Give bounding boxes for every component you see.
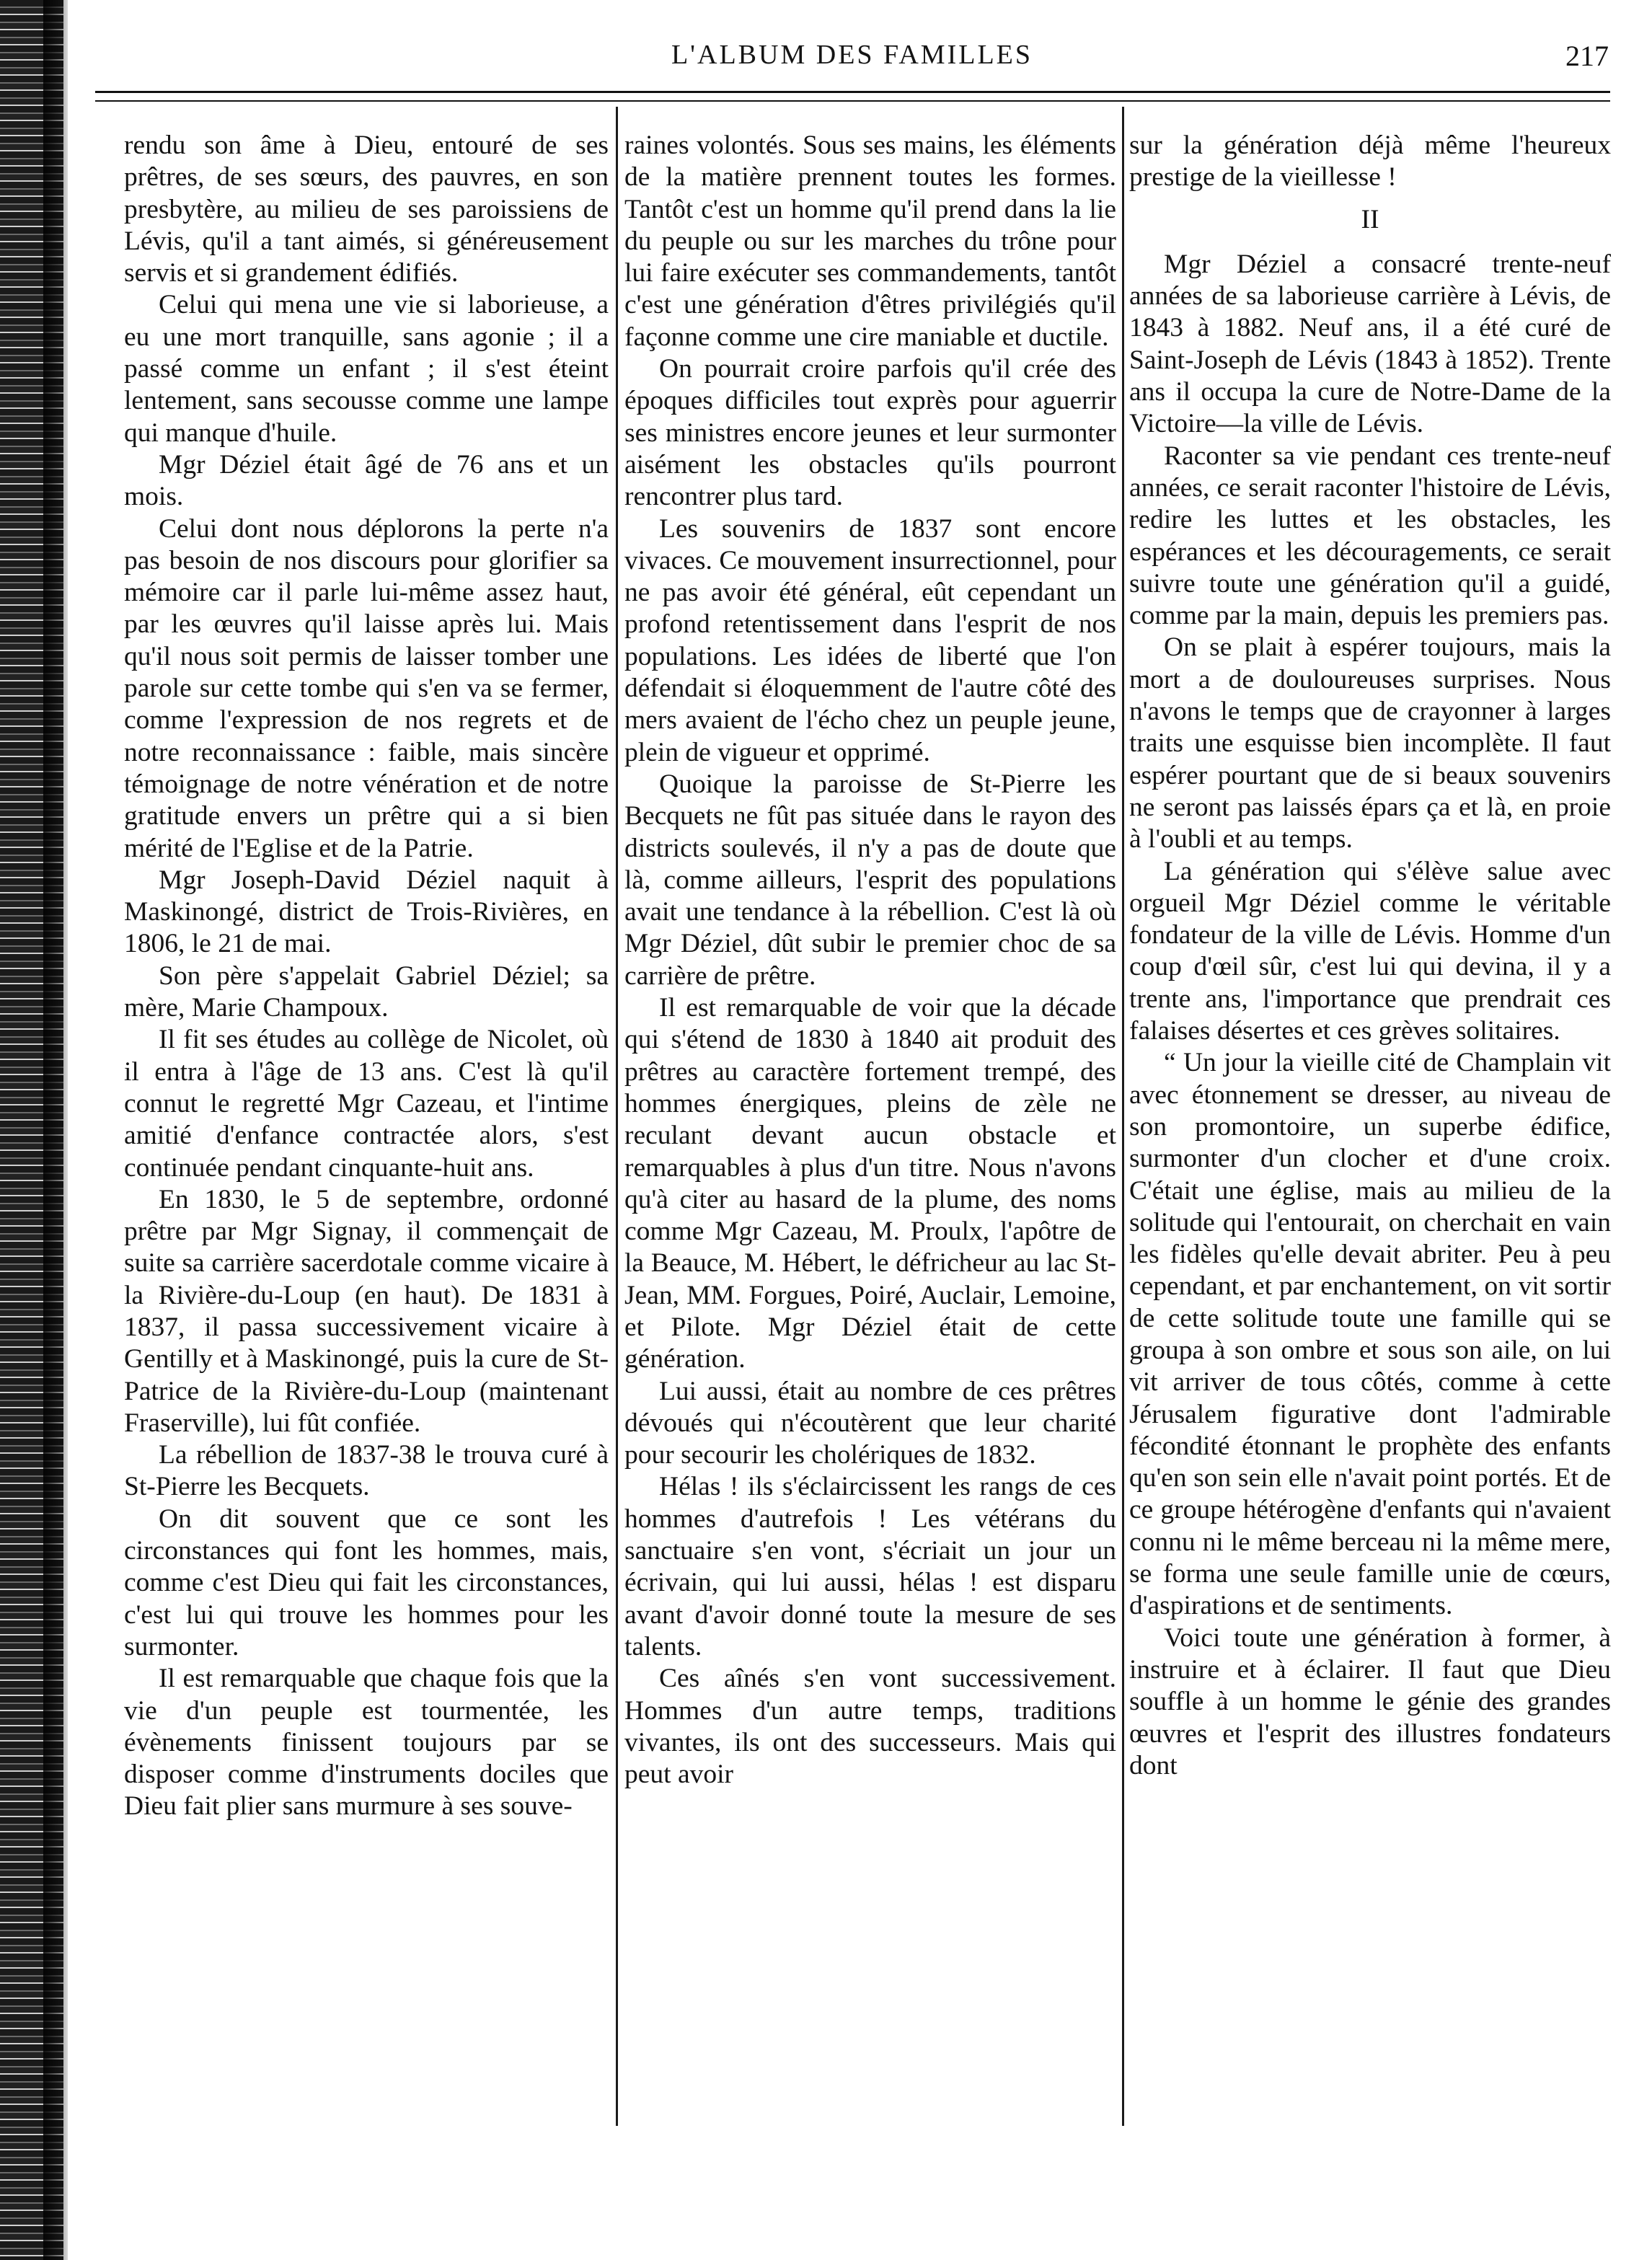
paragraph: Son père s'appelait Gabriel Déziel; sa mère, Marie Champoux. bbox=[124, 961, 609, 1023]
paragraph: Les souvenirs de 1837 sont encore vivaces. Ce mouvement insurrectionnel, pour ne pas avoir été général, eût cependant un profond retentissement dans l'esprit de nos populations. Les idées de liberté que l'on défendait si éloquemment de l'autre côté des mers avaient de l'écho chez un peuple jeune, plein de vigueur et opprimé. bbox=[624, 513, 1116, 767]
column-divider-2 bbox=[1122, 107, 1124, 2126]
binding-shadow bbox=[43, 0, 68, 2260]
paragraph: raines volontés. Sous ses mains, les éléments de la matière prennent toutes les formes. Tantôt c'est un homme qu'il prend dans la lie du peuple ou sur les marches du trône pour lui faire exécuter ses commandements, tantôt c'est une génération d'êtres privilégiés qu'il façonne comme une cire maniable et ductile. bbox=[624, 131, 1116, 352]
paragraph: En 1830, le 5 de septembre, ordonné prêtre par Mgr Signay, il commençait de suite sa carrière sacerdotale comme vicaire à la Rivière-du-Loup (en haut). De 1831 à 1837, il passa successivement vicaire à Gentilly et à Maskinongé, puis la cure de St-Patrice de la Rivière-du-Loup (maintenant Fraserville), lui fût confiée. bbox=[124, 1184, 609, 1438]
page-title: L'ALBUM DES FAMILLES bbox=[671, 40, 1033, 70]
text-column-3 bbox=[1129, 130, 1611, 2127]
text-column-2 bbox=[624, 130, 1116, 2127]
paragraph: Celui qui mena une vie si laborieuse, a eu une mort tranquille, sans agonie ; il a passé comme un enfant ; il s'est éteint lentement, sans secousse comme une lampe qui manque d'huile. bbox=[124, 290, 609, 448]
paragraph: Raconter sa vie pendant ces trente-neuf années, ce serait raconter l'histoire de Lévis, redire les luttes et les obstacles, les espérances et les découragements, ce serait suivre toute une génération qu'il a guidé, comme par la main, depuis les premiers pas. bbox=[1129, 441, 1611, 631]
paragraph: “ Un jour la vieille cité de Champlain vit avec étonnement se dresser, au niveau de son promontoire, un superbe édifice, surmonter d'un clocher et d'une croix. C'était une église, mais au milieu de la solitude qui l'entourait, on cherchait en vain les fidèles qu'elle devait abriter. Peu à peu cependant, et par enchantement, on vit sortir de cette solitude toute une famille qui se groupa à son ombre et sous son aile, on lui vit arriver de tous côtés, comme à cette Jérusalem figurative dont l'admirable fécondité étonnant le prophète des enfants qu'en son sein elle n'avait point portés. Et de ce groupe hétérogène d'enfants qui n'avaient connu ni le même berceau ni la même mere, se forma une seule famille unie de cœurs, d'aspirations et de sentiments. bbox=[1129, 1048, 1611, 1621]
page-number: 217 bbox=[1565, 40, 1609, 72]
paragraph: Il est remarquable de voir que la décade qui s'étend de 1830 à 1840 ait produit des prêtres au caractère fortement trempé, des hommes énergiques, pleins de zèle ne reculant devant aucun obstacle et remarquables à plus d'un titre. Nous n'avons qu'à citer au hasard de la plume, des noms comme Mgr Cazeau, M. Proulx, l'apôtre de la Beauce, M. Hébert, le défricheur au lac St-Jean, MM. Forgues, Poiré, Auclair, Lemoine, et Pilote. Mgr Déziel était de cette génération. bbox=[624, 993, 1116, 1374]
paragraph: Il est remarquable que chaque fois que la vie d'un peuple est tourmentée, les évènements finissent toujours par se disposer comme d'instruments dociles que Dieu fait plier sans murmure à ses souve- bbox=[124, 1664, 609, 1822]
paragraph: La rébellion de 1837-38 le trouva curé à St-Pierre les Becquets. bbox=[124, 1440, 609, 1502]
paragraph: Quoique la paroisse de St-Pierre les Becquets ne fût pas située dans le rayon des districts soulevés, il n'y a pas de doute que là, comme ailleurs, l'esprit des populations avait une tendance à la rébellion. C'est là où Mgr Déziel, dût subir le premier choc de sa carrière de prêtre. bbox=[624, 769, 1116, 991]
paragraph: Hélas ! ils s'éclaircissent les rangs de ces hommes d'autrefois ! Les vétérans du sanctuaire s'en vont, s'écriait un jour un écrivain, qui lui aussi, hélas ! est disparu avant d'avoir donné toute la mesure de ses talents. bbox=[624, 1472, 1116, 1661]
paragraph: rendu son âme à Dieu, entouré de ses prêtres, de ses sœurs, des pauvres, en son presbytère, au milieu de ses paroissiens de Lévis, qu'il a tant aimés, si généreusement servis et si grandement édifiés. bbox=[124, 131, 609, 288]
paragraph: sur la génération déjà même l'heureux prestige de la vieillesse ! bbox=[1129, 131, 1611, 193]
paragraph: On dit souvent que ce sont les circonstances qui font les hommes, mais, comme c'est Dieu qui fait les circonstances, c'est lui qui trouve les hommes pour les surmonter. bbox=[124, 1504, 609, 1661]
paragraph: Celui dont nous déplorons la perte n'a pas besoin de nos discours pour glorifier sa mémoire car il parle lui-même assez haut, par les œuvres qu'il laisse après lui. Mais qu'il nous soit permis de laisser tomber une parole sur cette tombe qui s'en va se fermer, comme l'expression de nos regrets et de notre reconnaissance : faible, mais sincère témoignage de notre vénération et de notre gratitude envers un prêtre qui a si bien mérité de l'Eglise et de la Patrie. bbox=[124, 513, 609, 863]
paragraph: Mgr Joseph-David Déziel naquit à Maskinongé, district de Trois-Rivières, en 1806, le 21 de mai. bbox=[124, 865, 609, 959]
paragraph: On se plait à espérer toujours, mais la mort a de douloureuses surprises. Nous n'avons le temps que de crayonner à larges traits une esquisse bien incomplète. Il faut espérer pourtant que de si beaux souvenirs ne seront pas laissés épars ça et là, en proie à l'oubli et au temps. bbox=[1129, 632, 1611, 855]
paragraph: Voici toute une génération à former, à instruire et à éclairer. Il faut que Dieu souffle à un homme le génie des grandes œuvres et l'esprit des illustres fondateurs dont bbox=[1129, 1623, 1611, 1780]
column-divider-1 bbox=[616, 107, 618, 2126]
paragraph: Lui aussi, était au nombre de ces prêtres dévoués qui n'écoutèrent que leur charité pour secourir les cholériques de 1832. bbox=[624, 1376, 1116, 1470]
paragraph: Ces aînés s'en vont successivement. Hommes d'un autre temps, traditions vivantes, ils ont des successeurs. Mais qui peut avoir bbox=[624, 1664, 1116, 1790]
paragraph: La génération qui s'élève salue avec orgueil Mgr Déziel comme le véritable fondateur de la ville de Lévis. Homme d'un coup d'œil sûr, c'est lui qui devina, il y a trente ans, l'importance que prendrait ces falaises désertes et ces grèves solitaires. bbox=[1129, 856, 1611, 1046]
paragraph: Mgr Déziel a consacré trente-neuf années de sa laborieuse carrière à Lévis, de 1843 à 1882. Neuf ans, il a été curé de Saint-Joseph de Lévis (1843 à 1852). Trente ans il occupa la cure de Notre-Dame de la Victoire—la ville de Lévis. bbox=[1129, 249, 1611, 439]
paragraph: Il fit ses études au collège de Nicolet, où il entra à l'âge de 13 ans. C'est là qu'il connut le regretté Mgr Cazeau, et l'intime amitié d'enfance contractée alors, s'est continuée pendant cinquante-huit ans. bbox=[124, 1025, 609, 1183]
text-column-1 bbox=[124, 130, 609, 2127]
paragraph: On pourrait croire parfois qu'il crée des époques difficiles tout exprès pour aguerrir ses ministres encore jeunes et leur surmonter aisément les obstacles qu'ils pourront rencontrer plus tard. bbox=[624, 354, 1116, 512]
running-head bbox=[95, 39, 1609, 84]
section-heading: II bbox=[1361, 204, 1379, 234]
paragraph: Mgr Déziel était âgé de 76 ans et un mois. bbox=[124, 449, 609, 512]
header-double-rule bbox=[95, 91, 1610, 102]
